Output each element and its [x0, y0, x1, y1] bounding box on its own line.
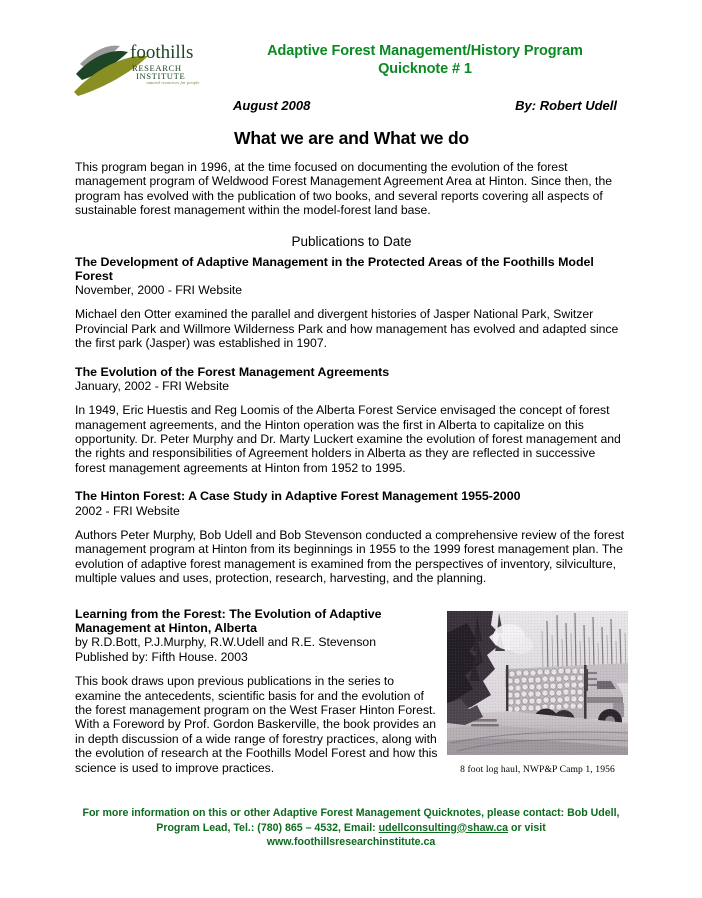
publication-entry	[75, 365, 628, 476]
author-name: By: Robert Udell	[515, 98, 617, 113]
logo-tagline: natural resources for people	[146, 80, 200, 85]
publication-entry	[75, 489, 628, 585]
publication-entry	[75, 255, 628, 351]
logging-truck-photo	[447, 611, 628, 755]
figure-caption: 8 foot log haul, NWP&P Camp 1, 1956	[460, 764, 615, 775]
publication-meta: November, 2000 - FRI Website	[75, 283, 243, 298]
footer-line-1: For more information on this or other Adaptive Forest Management Quicknotes, please contact: Bob Udell,	[82, 807, 620, 819]
document-title-line-2: Quicknote # 1	[378, 61, 472, 77]
intro-paragraph: This program began in 1996, at the time focused on documenting the evolution of the forest management program of Weldwood Forest Management Agreement Area at Hinton. Since then, the program has evolved with the publication of two books, and several reports covering all aspects of sustainable forest management within the model-forest land base.	[75, 160, 613, 218]
logo-wordmark-research: RESEARCH	[132, 63, 182, 73]
footer-website: www.foothillsresearchinstitute.ca	[266, 836, 436, 849]
book-text-column	[75, 607, 443, 775]
document-title-line-1: Adaptive Forest Management/History Program	[267, 43, 583, 59]
book-publisher: Published by: Fifth House. 2003	[75, 649, 248, 664]
publication-title: The Development of Adaptive Management in the Protected Areas of the Foothills Model Forest	[75, 254, 594, 283]
logo-graphic	[72, 34, 212, 106]
footer-contact-prefix: Program Lead, Tel.: (780) 865 – 4532, Email:	[156, 821, 379, 834]
publication-date: August 2008	[233, 98, 311, 113]
document-body	[75, 128, 628, 586]
logo-wordmark-institute: INSTITUTE	[136, 71, 186, 81]
figure	[447, 611, 628, 775]
publication-meta: January, 2002 - FRI Website	[75, 378, 229, 393]
footer-contact-suffix: or visit	[508, 821, 546, 834]
publication-description: Authors Peter Murphy, Bob Udell and Bob Stevenson conducted a comprehensive review of the forest management program at Hinton from its beginnings in 1955 to the 1999 forest management plan. The evolution of adaptive forest management is examined from the perspectives of inventory, silviculture, multiple values and uses, protection, research, harvesting, and the planning.	[75, 527, 625, 586]
book-description: This book draws upon previous publications in the series to examine the antecedents, scientific basis for and the evolution of the forest management program on the West Fraser Hinton Forest. With a Foreword by Prof. Gordon Baskerville, the book provides an in depth discussion of a wide range of forestry practices, along with the evolution of research at the Foothills Model Forest and how this science is used to improve practices.	[75, 674, 438, 775]
publication-description: In 1949, Eric Huestis and Reg Loomis of the Alberta Forest Service envisaged the concept of forest management agreements, and the Hinton operation was the first in Alberta to capitalize on this opportunity. Dr. Peter Murphy and Dr. Marty Luckert examine the evolution of forest management and the rights and responsibilities of Agreement holders in Alberta as they are reflected in successive forest management agreements at Hinton from 1952 to 1995.	[75, 403, 621, 475]
publication-description: Michael den Otter examined the parallel and divergent histories of Jasper National Park, Switzer Provincial Park and Willmore Wilderness Park and how management has evolved and adapted since the first park (Jasper) was established in 1907.	[75, 307, 619, 351]
foothills-research-institute-logo	[72, 34, 212, 106]
document-header	[0, 30, 702, 120]
publication-meta: 2002 - FRI Website	[75, 503, 180, 518]
book-section	[75, 607, 628, 787]
page-title: What we are and What we do	[234, 128, 469, 148]
book-authors: by R.D.Bott, P.J.Murphy, R.W.Udell and R.E. Stevenson	[75, 635, 376, 650]
publication-title: The Hinton Forest: A Case Study in Adaptive Forest Management 1955-2000	[75, 489, 521, 504]
document-footer	[0, 806, 702, 850]
footer-line-2	[0, 821, 702, 836]
email-link[interactable]: udellconsulting@shaw.ca	[378, 821, 509, 834]
byline-row	[215, 98, 635, 113]
logo-wordmark-foothills: foothills	[130, 42, 194, 63]
publication-title: The Evolution of the Forest Management Agreements	[75, 364, 390, 379]
publications-heading: Publications to Date	[291, 233, 412, 249]
document-title	[215, 42, 635, 78]
book-title: Learning from the Forest: The Evolution of Adaptive Management at Hinton, Alberta	[75, 607, 382, 636]
